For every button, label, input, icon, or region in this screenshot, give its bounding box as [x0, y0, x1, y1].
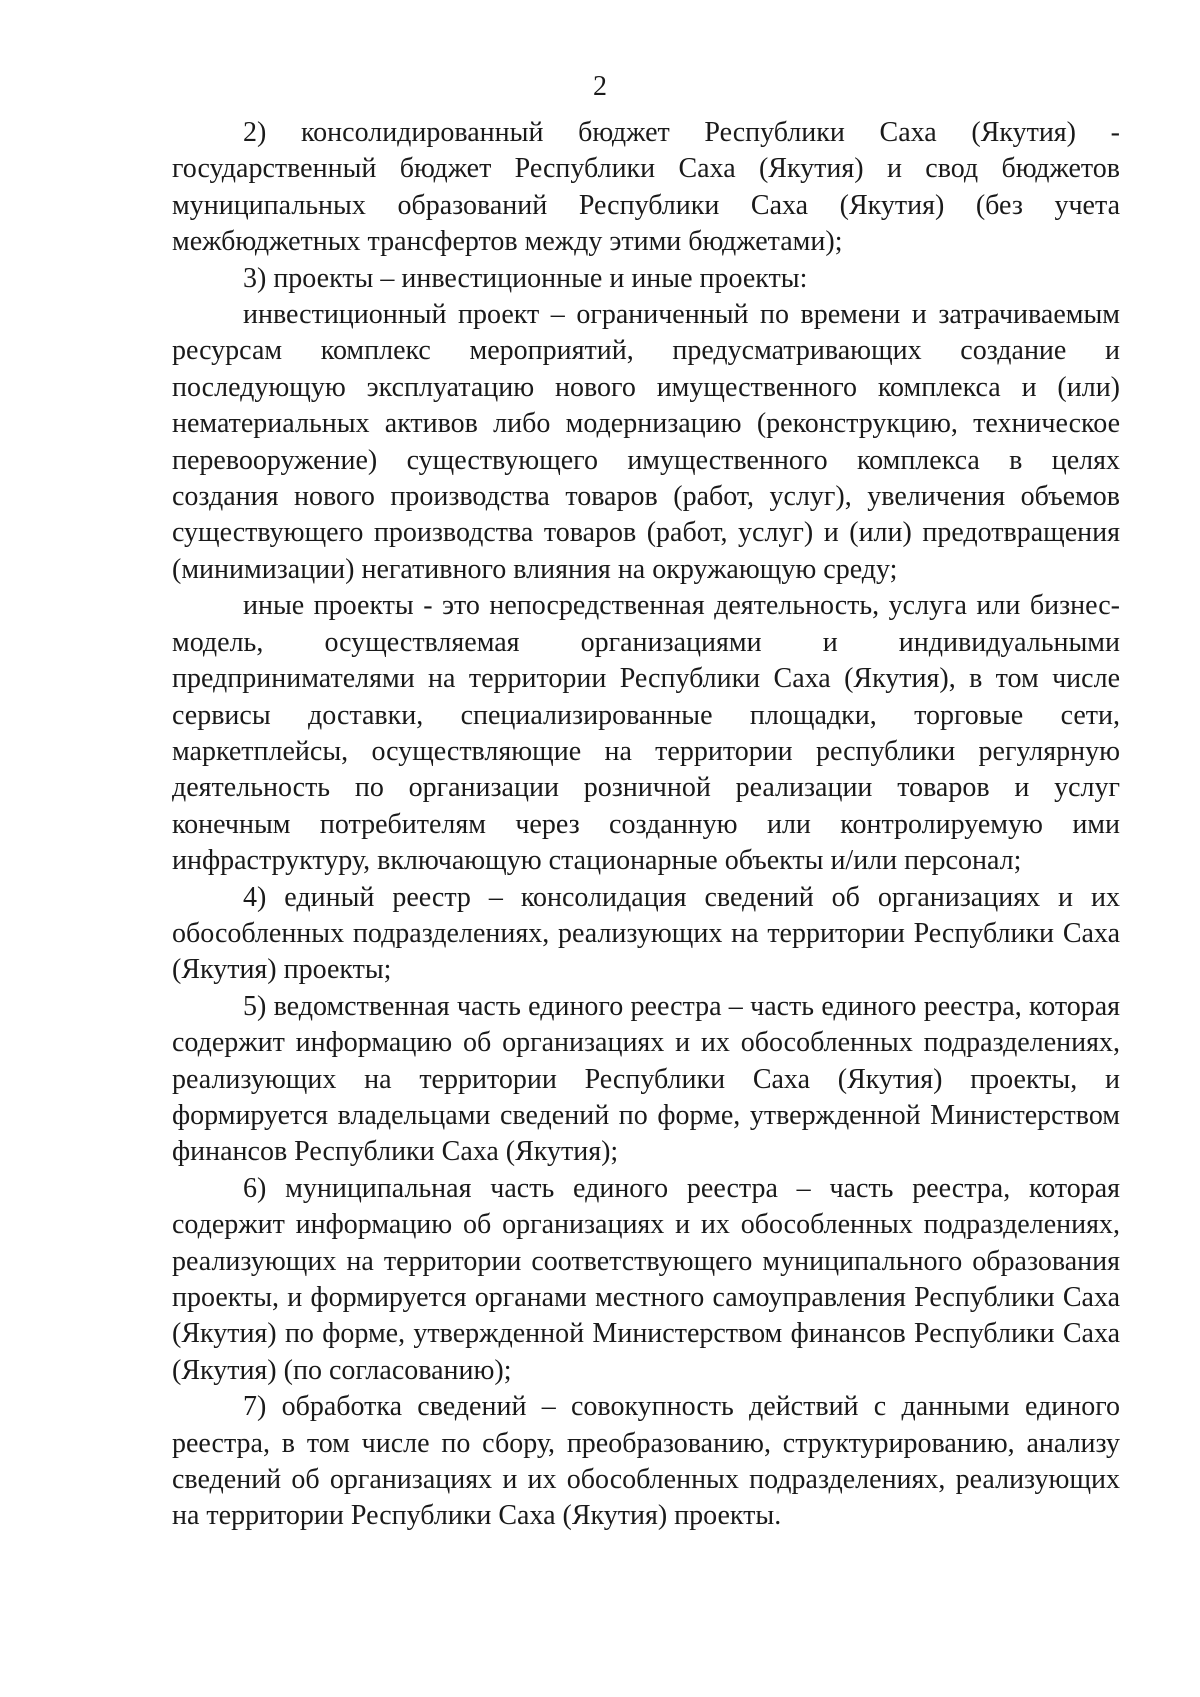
paragraph-other-projects: иные проекты - это непосредственная деятельность, услуга или бизнес-модель, осуществляемая организациями и индивидуальными предпринимателями на территории Республики Саха (Якутия), в том числе сервисы доставки, специализированные площадки, торговые сети, маркетплейсы, осуществляющие на территории республики регулярную деятельность по организации розничной реализации товаров и услуг конечным потребителям через созданную или контролируемую ими инфраструктуру, включающую стационарные объекты и/или персонал; [172, 590, 1120, 877]
paragraph-item-4-unified-register: 4) единый реестр – консолидация сведений об организациях и их обособленных подразделениях, реализующих на территории Республики Саха (Якутия) проекты; [172, 881, 1120, 986]
paragraph-item-5-departmental-part: 5) ведомственная часть единого реестра – часть единого реестра, которая содержит информацию об организациях и их обособленных подразделениях, реализующих на территории Республики Саха (Якутия) проекты, и формируется владельцами сведений по форме, утвержденной Министерством финансов Республики Саха (Якутия); [172, 990, 1120, 1168]
paragraph-item-7-data-processing: 7) обработка сведений – совокупность действий с данными единого реестра, в том числе по сбору, преобразованию, структурированию, анализу сведений об организациях и их обособленных подразделениях, реализующих на территории Республики Саха (Якутия) проекты. [172, 1391, 1120, 1532]
paragraph-investment-project: инвестиционный проект – ограниченный по времени и затрачиваемым ресурсам комплекс мероприятий, предусматривающих создание и последующую эксплуатацию нового имущественного комплекса и (или) нематериальных активов либо модернизацию (реконструкцию, техническое перевооружение) существующего имущественного комплекса в целях создания нового производства товаров (работ, услуг), увеличения объемов существующего производства товаров (работ, услуг) и (или) предотвращения (минимизации) негативного влияния на окружающую среду; [172, 299, 1120, 585]
paragraph-item-3-projects: 3) проекты – инвестиционные и иные проекты: [243, 262, 808, 294]
paragraph-item-2-consolidated-budget: 2) консолидированный бюджет Республики Саха (Якутия) - государственный бюджет Республики Саха (Якутия) и свод бюджетов муниципальных образований Республики Саха (Якутия) (без учета межбюджетных трансфертов между этими бюджетами); [172, 117, 1120, 258]
page-number: 2 [593, 71, 607, 102]
paragraph-item-6-municipal-part: 6) муниципальная часть единого реестра – часть реестра, которая содержит информацию об организациях и их обособленных подразделениях, реализующих на территории соответствующего муниципального образования проекты, и формируется органами местного самоуправления Республики Саха (Якутия) по форме, утвержденной Министерством финансов Республики Саха (Якутия) (по согласованию); [172, 1172, 1120, 1386]
document-body [172, 115, 1120, 1535]
